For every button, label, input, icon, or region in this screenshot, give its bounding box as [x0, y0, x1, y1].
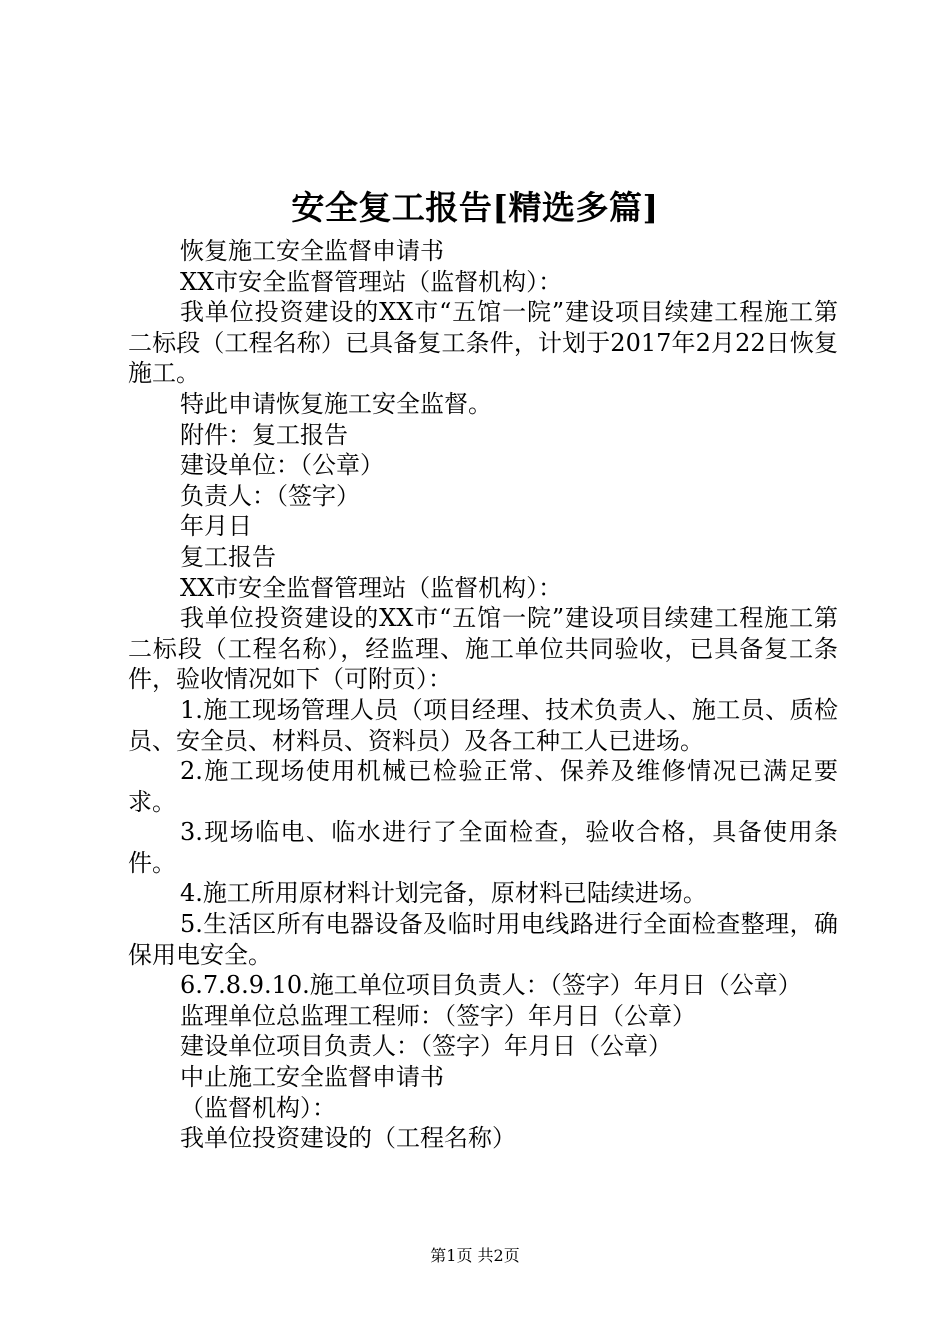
- page-footer: 第1页 共2页: [430, 1246, 520, 1265]
- paragraph: 复工报告: [180, 542, 276, 571]
- paragraph: 我单位投资建设的（工程名称）: [180, 1124, 516, 1153]
- paragraph: 我单位投资建设的XX市“五馆一院”建设项目续建工程施工第二标段（工程名称）已具备复工条件，计划于2017年2月22日恢复施工。: [128, 298, 838, 388]
- paragraph: 年月日: [180, 512, 252, 541]
- paragraph: 恢复施工安全监督申请书: [180, 237, 444, 265]
- paragraph: 4.施工所用原材料计划完备，原材料已陆续进场。: [180, 879, 707, 908]
- paragraph: 负责人：（签字）: [180, 481, 360, 510]
- paragraph: 建设单位项目负责人：（签字）年月日（公章）: [180, 1032, 672, 1061]
- paragraph: 3.现场临电、临水进行了全面检查，验收合格，具备使用条件。: [128, 818, 838, 877]
- paragraph: 建设单位：（公章）: [180, 451, 384, 480]
- paragraph: 6.7.8.9.10.施工单位项目负责人：（签字）年月日（公章）: [180, 971, 802, 1000]
- document-body: [128, 236, 838, 1154]
- paragraph: XX市安全监督管理站（监督机构）：: [180, 267, 563, 296]
- paragraph: 中止施工安全监督申请书: [180, 1063, 444, 1092]
- paragraph: 5.生活区所有电器设备及临时用电线路进行全面检查整理，确保用电安全。: [128, 910, 838, 969]
- paragraph: 我单位投资建设的XX市“五馆一院”建设项目续建工程施工第二标段（工程名称），经监理、施工单位共同验收，已具备复工条件，验收情况如下（可附页）：: [128, 604, 838, 694]
- paragraph: XX市安全监督管理站（监督机构）：: [180, 573, 563, 602]
- paragraph: 2.施工现场使用机械已检验正常、保养及维修情况已满足要求。: [128, 757, 838, 816]
- document-title: 安全复工报告[精选多篇]: [291, 188, 659, 227]
- paragraph: 监理单位总监理工程师：（签字）年月日（公章）: [180, 1001, 696, 1030]
- paragraph: 1.施工现场管理人员（项目经理、技术负责人、施工员、质检员、安全员、材料员、资料员）及各工种工人已进场。: [128, 695, 838, 755]
- paragraph: 特此申请恢复施工安全监督。: [180, 389, 492, 418]
- paragraph: （监督机构）：: [180, 1093, 336, 1122]
- paragraph: 附件：复工报告: [180, 420, 348, 449]
